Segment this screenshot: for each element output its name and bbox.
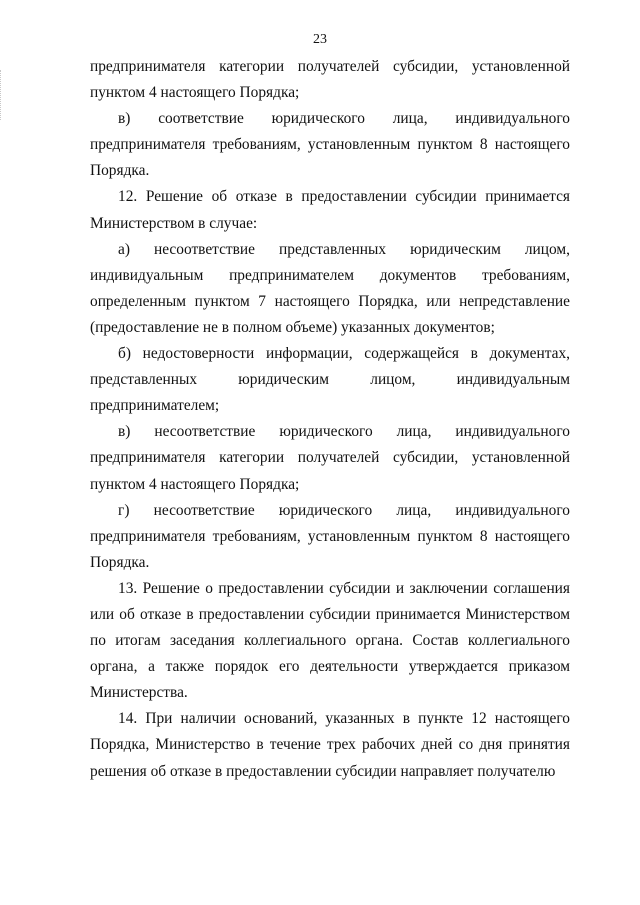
paragraph-item-a: а) несоответствие представленных юридическим лицом, индивидуальным предпринимателем документов требованиям, определенным пунктом 7 настоящего Порядка, или непредставление (предоставление не в полном объеме) указанных документов; <box>90 240 570 336</box>
paragraph-item-v-2: в) несоответствие юридического лица, индивидуального предпринимателя категории получателей субсидии, установленной пунктом 4 настоящего Порядка; <box>90 423 570 493</box>
paragraph-continuation: предпринимателя категории получателей субсидии, установленной пунктом 4 настоящего Порядка; <box>90 58 570 102</box>
paragraph-item-v-1: в) соответствие юридического лица, индивидуального предпринимателя требованиям, установленным пунктом 8 настоящего Порядка. <box>90 110 570 180</box>
paragraph-14: 14. При наличии оснований, указанных в пункте 12 настоящего Порядка, Министерство в течение трех рабочих дней со дня принятия решения об отказе в предоставлении субсидии направляет получателю <box>90 710 570 780</box>
page-number: 23 <box>313 32 327 47</box>
body-text <box>90 54 570 785</box>
paragraph-item-b: б) недостоверности информации, содержащейся в документах, представленных юридическим лицом, индивидуальным предпринимателем; <box>90 345 570 415</box>
scan-margin-marks <box>0 70 5 120</box>
paragraph-item-g: г) несоответствие юридического лица, индивидуального предпринимателя требованиям, установленным пунктом 8 настоящего Порядка. <box>90 501 570 571</box>
paragraph-13: 13. Решение о предоставлении субсидии и заключении соглашения или об отказе в предоставлении субсидии принимается Министерством по итогам заседания коллегиального органа. Состав коллегиального органа, а также порядок его деятельности утверждается приказом Министерства. <box>90 579 570 702</box>
paragraph-12: 12. Решение об отказе в предоставлении субсидии принимается Министерством в случае: <box>90 188 570 232</box>
